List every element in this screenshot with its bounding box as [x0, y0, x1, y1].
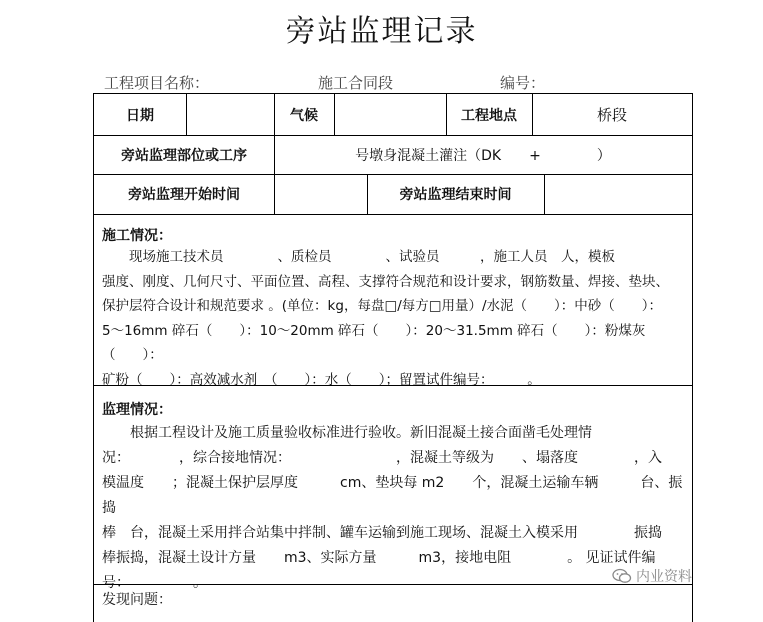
construction-line: 现场施工技术员 、质检员 、试验员 ，施工人员 人，模板 [129, 249, 615, 265]
supervision-line: 根据工程设计及施工质量验收标准进行验收。新旧混凝土接合面凿毛处理情 [130, 425, 592, 441]
document-title: 旁站监理记录 [285, 14, 478, 49]
site-value[interactable]: 桥段 [596, 106, 627, 124]
supervision-part-value[interactable]: 号墩身混凝土灌注（DK + ） [355, 147, 611, 164]
date-label: 日期 [126, 107, 154, 124]
end-time-value[interactable] [544, 174, 692, 214]
supervision-heading: 监理情况： [102, 402, 172, 418]
site-label: 工程地点 [461, 107, 517, 124]
record-sheet [93, 93, 693, 622]
weather-value[interactable] [334, 94, 446, 135]
construction-line: 5～16mm 碎石（ ）：10～20mm 碎石（ ）：20～31.5mm 碎石（ ）：粉煤灰（ ）： [102, 322, 646, 363]
construction-line: 保护层符合设计和规范要求 。(单位：kg，每盘□/每方□用量）/水泥（ ）：中砂（ ）： [102, 298, 663, 314]
supervision-line: 模温度 ；混凝土保护层厚度 cm、垫块每 m2 个，混凝土运输车辆 台、振捣 [102, 475, 683, 516]
construction-line: 矿粉（ ）：高效减水剂 （ ）：水（ ）；留置试件编号： 。 [102, 371, 541, 388]
problems-heading: 发现问题： [102, 592, 172, 608]
wechat-icon [612, 568, 632, 584]
supervision-line: 棒 台，混凝土采用拌合站集中拌制、罐车运输到施工现场、混凝土入模采用 振捣 [102, 525, 662, 541]
row-divider [94, 214, 692, 215]
watermark [612, 566, 692, 586]
start-time-value[interactable] [274, 174, 367, 214]
watermark-text: 内业资料 [636, 569, 692, 585]
supervision-part-label: 旁站监理部位或工序 [121, 147, 247, 164]
supervision-line: 号： 。 [102, 575, 207, 591]
date-value[interactable] [186, 94, 274, 135]
weather-label: 气候 [290, 107, 318, 124]
end-time-label: 旁站监理结束时间 [399, 187, 512, 203]
construction-line: 强度、刚度、几何尺寸、平面位置、高程、支撑符合规范和设计要求，钢筋数量、焊接、垫块、 [102, 273, 669, 290]
construction-heading: 施工情况： [102, 228, 172, 244]
supervision-text [102, 421, 686, 596]
project-name-label: 工程项目名称： [104, 74, 210, 92]
start-time-label: 旁站监理开始时间 [128, 187, 240, 203]
supervision-line: 棒振捣，混凝土设计方量 m3、实际方量 m3，接地电阻 。 见证试件编 [102, 550, 656, 566]
construction-text [102, 245, 686, 392]
number-label: 编号： [500, 74, 546, 92]
supervision-line: 况： ，综合接地情况： ，混凝土等级为 、塌落度 ，入 [102, 450, 662, 466]
contract-section-label: 施工合同段 [318, 74, 394, 92]
